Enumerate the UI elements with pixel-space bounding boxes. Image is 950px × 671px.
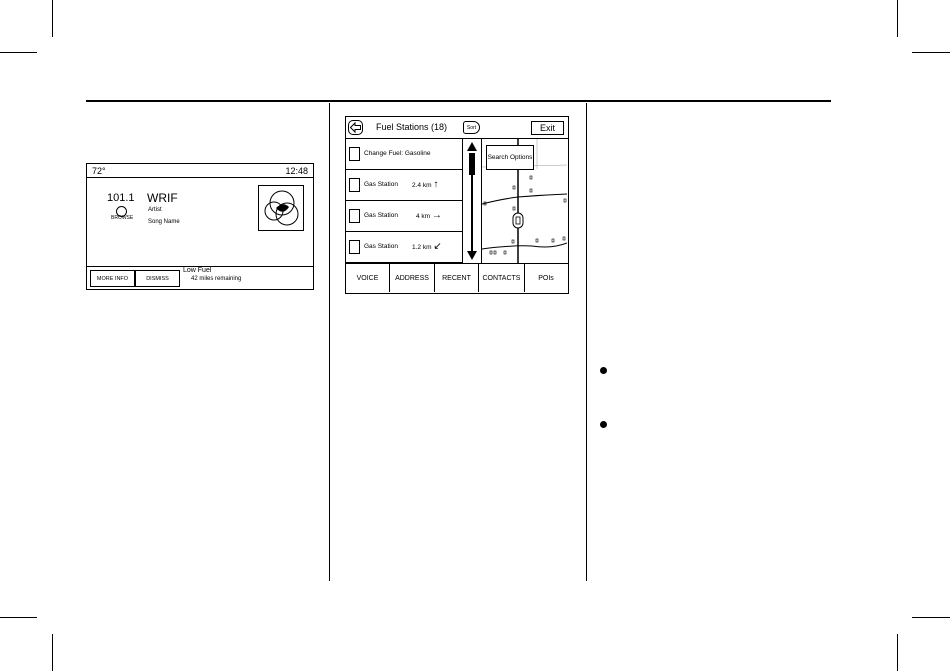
list-item[interactable] [346, 232, 462, 263]
scrollbar[interactable] [463, 139, 481, 263]
list-item-label: Change Fuel: Gasoline [364, 150, 431, 157]
scroll-down-icon[interactable] [467, 251, 477, 260]
back-arrow-icon [349, 121, 362, 134]
list-item-label: Gas Station [364, 212, 398, 219]
distance-readout [412, 241, 442, 252]
alert-message: 42 miles remaining [191, 276, 242, 282]
tab-recent[interactable]: RECENT [435, 264, 479, 292]
column-divider [329, 103, 330, 581]
search-options-button[interactable]: Search Options [486, 145, 534, 170]
arrow-right-icon: → [431, 210, 442, 221]
distance-readout [416, 210, 442, 221]
crop-mark [897, 634, 898, 671]
list-item[interactable] [346, 170, 462, 201]
header-rule [86, 100, 831, 102]
crop-mark [0, 617, 37, 618]
fuel-pin-icon[interactable] [513, 213, 523, 228]
temperature-readout: 72° [92, 166, 106, 176]
column-divider [586, 103, 587, 581]
exit-button[interactable]: Exit [531, 121, 564, 135]
checkbox[interactable] [349, 209, 360, 223]
artist-name: Artist [148, 207, 162, 213]
more-info-button[interactable]: MORE INFO [90, 270, 135, 287]
tab-contacts[interactable]: CONTACTS [479, 264, 525, 292]
song-name: Song Name [148, 219, 180, 225]
distance-readout [412, 179, 438, 190]
status-divider [87, 177, 313, 178]
map-view[interactable] [482, 139, 567, 263]
scroll-thumb[interactable] [469, 153, 475, 175]
tab-address[interactable]: ADDRESS [390, 264, 435, 292]
crop-mark [0, 52, 37, 53]
tab-voice[interactable]: VOICE [346, 264, 390, 292]
nav-screen [345, 116, 569, 294]
bullet-dot [600, 367, 607, 374]
station-list [346, 139, 462, 263]
clock-readout: 12:48 [285, 166, 308, 176]
back-button[interactable] [348, 120, 363, 135]
scroll-track [471, 175, 473, 251]
radio-screen [86, 163, 314, 290]
distance-value: 4 km [416, 213, 431, 220]
tab-pois[interactable]: POIs [538, 274, 554, 282]
crop-mark [912, 617, 950, 618]
arrow-down-left-icon: ↙ [433, 241, 442, 252]
browse-label: BROWSE [111, 215, 134, 221]
arrow-up-icon: ↑ [433, 179, 439, 190]
checkbox[interactable] [349, 147, 360, 161]
frequency-readout: 101.1 [107, 192, 135, 204]
list-item-label: Gas Station [364, 181, 398, 188]
scroll-up-icon[interactable] [467, 142, 477, 151]
checkbox[interactable] [349, 240, 360, 254]
distance-value: 1.2 km [412, 244, 432, 251]
bullet-dot [600, 421, 607, 428]
station-name: WRIF [147, 191, 178, 205]
sort-button[interactable]: Sort [463, 121, 480, 134]
crop-mark [52, 634, 53, 671]
list-item-change-fuel[interactable] [346, 139, 462, 170]
crop-mark [912, 52, 950, 53]
dismiss-button[interactable]: DISMISS [135, 270, 180, 287]
list-item[interactable] [346, 201, 462, 232]
list-item-label: Gas Station [364, 243, 398, 250]
alert-title: Low Fuel [183, 267, 212, 274]
poi-markers [484, 176, 566, 254]
distance-value: 2.4 km [412, 182, 432, 189]
page-title: Fuel Stations (18) [376, 122, 448, 132]
checkbox[interactable] [349, 178, 360, 192]
crop-mark [52, 0, 53, 37]
crop-mark [897, 0, 898, 37]
album-art-icon [258, 185, 304, 231]
